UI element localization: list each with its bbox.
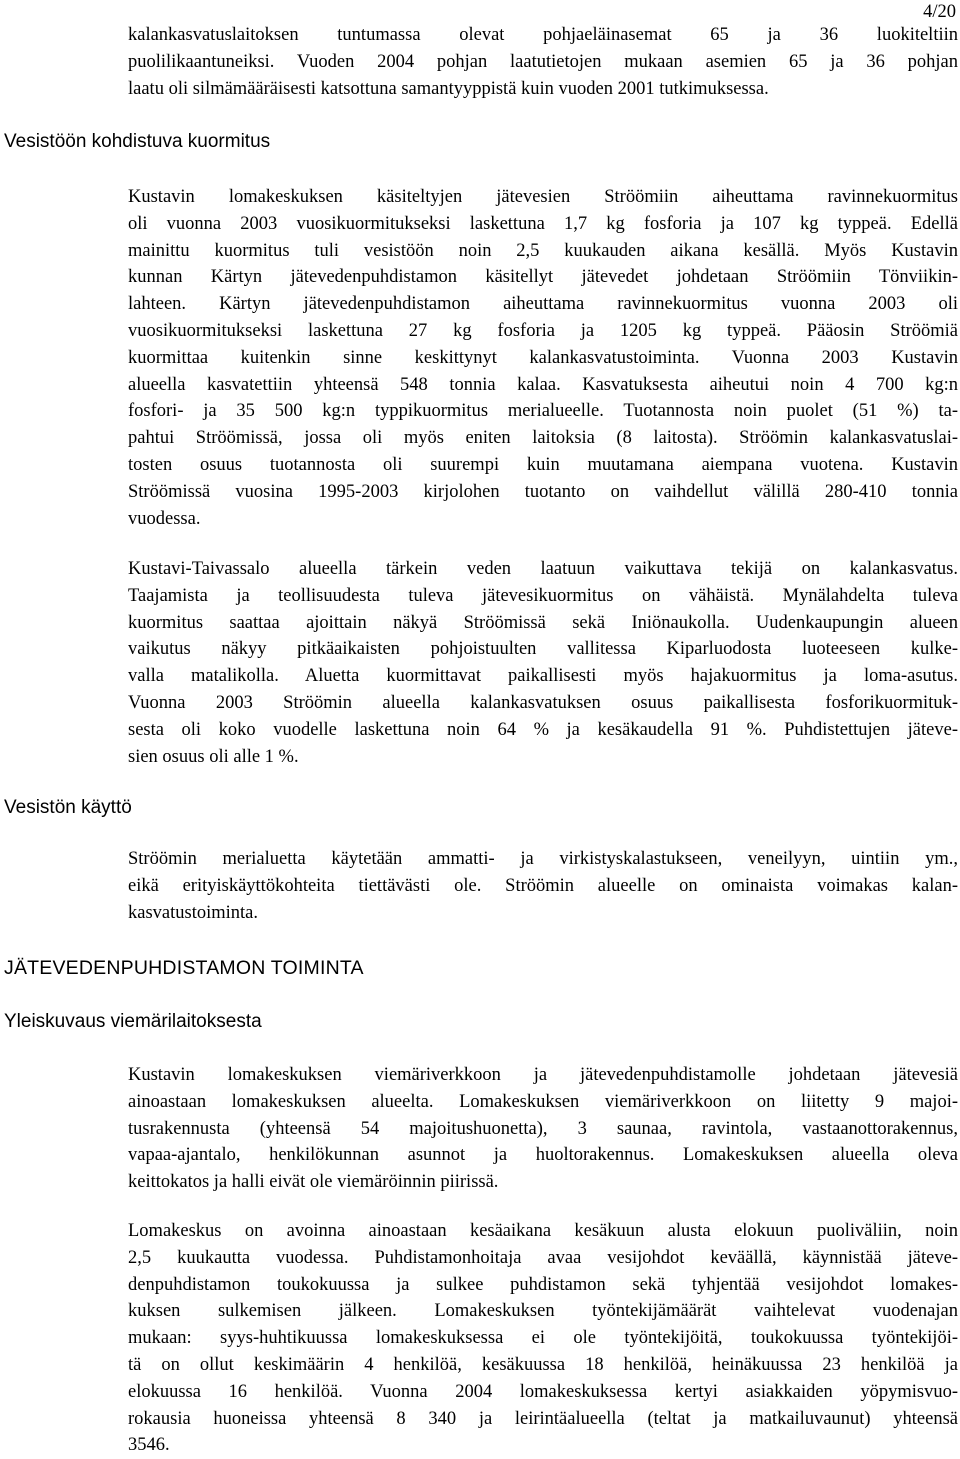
text-line: lahteen. Kärtyn jätevedenpuhdistamon aiheuttama ravinnekuormitus vuonna 2003 oli <box>128 294 958 315</box>
text-line: ainoastaan lomakeskuksen alueelta. Lomakeskuksen viemäriverkkoon on liitetty 9 majoi- <box>128 1091 958 1112</box>
text-line: eikä erityiskäyttökohteita tiettävästi ole. Ströömin alueelle on ominaista voimakas kalan- <box>128 875 958 896</box>
text-line: elokuussa 16 henkilöä. Vuonna 2004 lomakeskuksessa kertyi asiakkaiden yöpymisvuo- <box>128 1381 958 1402</box>
text-line: kuksen sulkemisen jälkeen. Lomakeskuksen työntekijämäärät vaihtelevat vuodenajan <box>128 1301 958 1322</box>
text-line: Taajamista ja teollisuudesta tuleva jätevesikuormitus on vähäistä. Mynälahdelta tuleva <box>128 585 958 606</box>
text-line: 3546. <box>128 1435 170 1456</box>
text-line: vuodessa. <box>128 508 201 529</box>
text-line: mainittu kuormitus tuli vesistöön noin 2,5 kuukauden aikana kesällä. Myös Kustavin <box>128 240 958 261</box>
text-line: oli vuonna 2003 vuosikuormitukseksi laskettuna 1,7 kg fosforia ja 107 kg typpeä. Edellä <box>128 213 958 234</box>
text-line: Kustavin lomakeskuksen viemäriverkkoon ja jätevedenpuhdistamolle johdetaan jätevesiä <box>128 1065 958 1085</box>
text-line: Ströömissä vuosina 1995-2003 kirjolohen tuotanto on vaihdellut välillä 280-410 tonnia <box>128 481 958 502</box>
text-line: puolilikaantuneiksi. Vuoden 2004 pohjan laatutietojen mukaan asemien 65 ja 36 pohjan <box>128 51 958 72</box>
text-line: pahtui Ströömissä, jossa oli myös eniten laitoksia (8 laitosta). Ströömin kalankasvatuslai- <box>128 428 958 449</box>
overview-paragraph-1 <box>128 1062 958 1196</box>
text-line: kalankasvatuslaitoksen tuntumassa olevat pohjaeläinasemat 65 ja 36 luokiteltiin <box>128 25 958 45</box>
text-line: tusrakennusta (yhteensä 54 majoitushuonetta), 3 saunaa, ravintola, vastaanottorakennus, <box>128 1118 958 1139</box>
text-line: vuosikuormitukseksi laskettuna 27 kg fosforia ja 1205 kg typpeä. Pääosin Ströömiä <box>128 320 958 341</box>
text-line: valla matalikolla. Aluetta kuormittavat paikallisesti myös hajakuormitus ja loma-asutus. <box>128 666 958 687</box>
text-line: vapaa-ajantalo, henkilökunnan asunnot ja huoltorakennus. Lomakeskuksen alueella oleva <box>128 1145 958 1166</box>
text-line: kuormitus saattaa ajoittain näkyä Ströömissä sekä Iniönaukolla. Uudenkaupungin alueen <box>128 612 958 633</box>
section-heading-use: Vesistön käyttö <box>4 797 132 818</box>
text-line: Kustavi-Taivassalo alueella tärkein veden laatuun vaikuttava tekijä on kalankasvatus. <box>128 559 958 579</box>
text-line: kasvatustoiminta. <box>128 902 258 923</box>
text-line: alueella kasvatettiin yhteensä 548 tonnia kalaa. Kasvatuksesta aiheutui noin 4 700 kg:n <box>128 374 958 395</box>
overview-paragraph-2 <box>128 1218 958 1459</box>
text-line: tä on ollut keskimäärin 4 henkilöä, kesäkuussa 18 henkilöä, heinäkuussa 23 henkilöä ja <box>128 1354 958 1375</box>
main-heading: JÄTEVEDENPUHDISTAMON TOIMINTA <box>4 957 364 979</box>
text-line: sien osuus oli alle 1 %. <box>128 746 299 767</box>
page-number: 4/20 <box>923 2 956 22</box>
use-paragraph <box>128 846 958 926</box>
text-line: denpuhdistamon toukokuussa ja sulkee puhdistamon sekä tyhjentää vesijohdot lomakes- <box>128 1274 958 1295</box>
text-line: Kustavin lomakeskuksen käsiteltyjen jätevesien Ströömiin aiheuttama ravinnekuormitus <box>128 187 958 207</box>
text-line: kunnan Kärtyn jätevedenpuhdistamon käsitellyt jätevedet johdetaan Ströömiin Tönviikin- <box>128 267 958 288</box>
text-line: 2,5 kuukautta vuodessa. Puhdistamonhoitaja avaa vesijohdot keväällä, käynnistää jäteve- <box>128 1247 958 1268</box>
text-line: kuormittaa kuitenkin sinne keskittynyt kalankasvatustoiminta. Vuonna 2003 Kustavin <box>128 347 958 368</box>
text-line: vaikutus näkyy pitkäaikaisten pohjoistuulten vallitessa Kiparluodosta luoteeseen kulke- <box>128 639 958 660</box>
text-line: tosten osuus tuotannosta oli suurempi kuin muutamana aiempana vuotena. Kustavin <box>128 454 958 475</box>
text-line: sesta oli koko vuodelle laskettuna noin 64 % ja kesäkaudella 91 %. Puhdistettujen jäteve- <box>128 719 958 740</box>
text-line: Vuonna 2003 Ströömin alueella kalankasvatuksen osuus paikallisesta fosforikuormituk- <box>128 692 958 713</box>
section-heading-overview: Yleiskuvaus viemärilaitoksesta <box>4 1011 262 1032</box>
text-line: laatu oli silmämääräisesti katsottuna samantyyppistä kuin vuoden 2001 tutkimuksessa. <box>128 78 769 99</box>
load-paragraph-2 <box>128 556 958 770</box>
text-line: rokausia huoneissa yhteensä 8 340 ja leirintäalueella (teltat ja matkailuvaunut) yhteensä <box>128 1408 958 1429</box>
text-line: mukaan: syys-huhtikuussa lomakeskuksessa ei ole työntekijöitä, toukokuussa työntekijöi- <box>128 1328 958 1349</box>
load-paragraph-1 <box>128 184 958 532</box>
text-line: keittokatos ja halli eivät ole viemäröinnin piirissä. <box>128 1172 499 1193</box>
text-line: fosfori- ja 35 500 kg:n typpikuormitus merialueelle. Tuotannosta noin puolet (51 %) ta- <box>128 401 958 422</box>
text-line: Ströömin merialuetta käytetään ammatti- ja virkistyskalastukseen, veneilyyn, uintiin ym., <box>128 849 958 869</box>
intro-paragraph <box>128 22 958 102</box>
text-line: Lomakeskus on avoinna ainoastaan kesäaikana kesäkuun alusta elokuun puoliväliin, noin <box>128 1221 958 1241</box>
section-heading-load: Vesistöön kohdistuva kuormitus <box>4 131 271 152</box>
